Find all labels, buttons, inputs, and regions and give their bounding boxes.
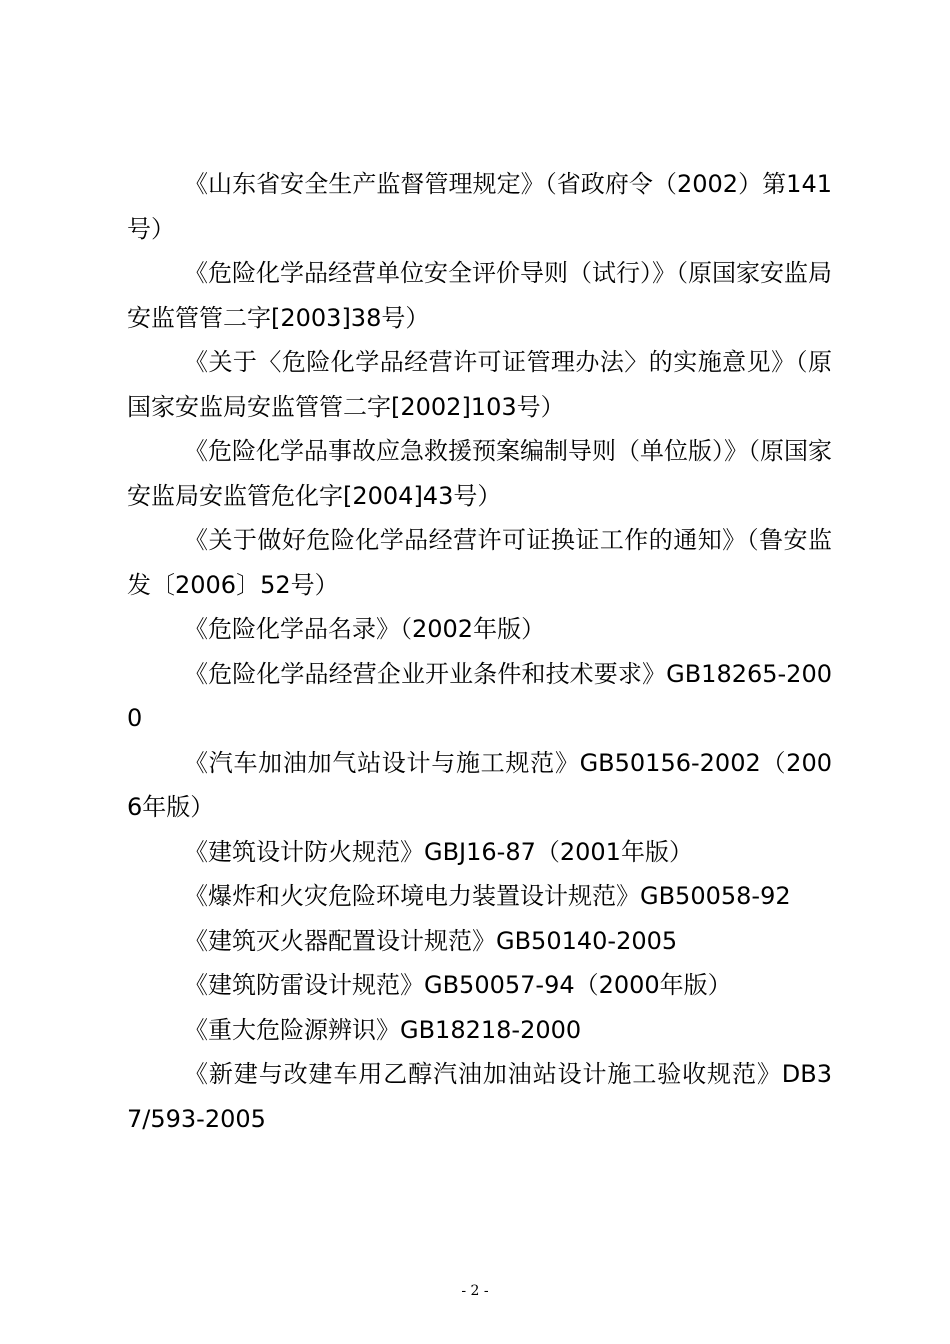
list-item: 《汽车加油加气站设计与施工规范》GB50156-2002（2006年版）: [127, 748, 832, 821]
list-item: 《危险化学品事故应急救援预案编制导则（单位版）》（原国家安监局安监管危化字[2004]43号）: [127, 437, 832, 510]
regulation-list: [127, 162, 832, 1141]
list-item: 《建筑灭火器配置设计规范》GB50140-2005: [184, 926, 678, 955]
list-item: 《关于〈危险化学品经营许可证管理办法〉的实施意见》（原国家安监局安监管管二字[2002]103号）: [127, 348, 832, 421]
list-item: 《爆炸和火灾危险环境电力装置设计规范》GB50058-92: [184, 882, 791, 910]
page-number: - 2 -: [461, 1283, 489, 1299]
list-item: 《危险化学品经营企业开业条件和技术要求》GB18265-2000: [127, 659, 832, 732]
list-item: 《建筑防雷设计规范》GB50057-94（2000年版）: [184, 971, 732, 999]
list-item: 《关于做好危险化学品经营许可证换证工作的通知》（鲁安监发〔2006〕52号）: [127, 526, 832, 599]
list-item: 《建筑设计防火规范》GBJ16-87（2001年版）: [184, 837, 693, 866]
list-item: 《危险化学品名录》（2002年版）: [184, 615, 546, 643]
list-item: 《新建与改建车用乙醇汽油加油站设计施工验收规范》DB37/593-2005: [127, 1060, 832, 1133]
list-item: 《危险化学品经营单位安全评价导则（试行）》（原国家安监局安监管管二字[2003]38号）: [127, 259, 832, 332]
list-item: 《重大危险源辨识》GB18218-2000: [184, 1015, 582, 1044]
list-item: 《山东省安全生产监督管理规定》（省政府令（2002）第141号）: [127, 170, 832, 243]
